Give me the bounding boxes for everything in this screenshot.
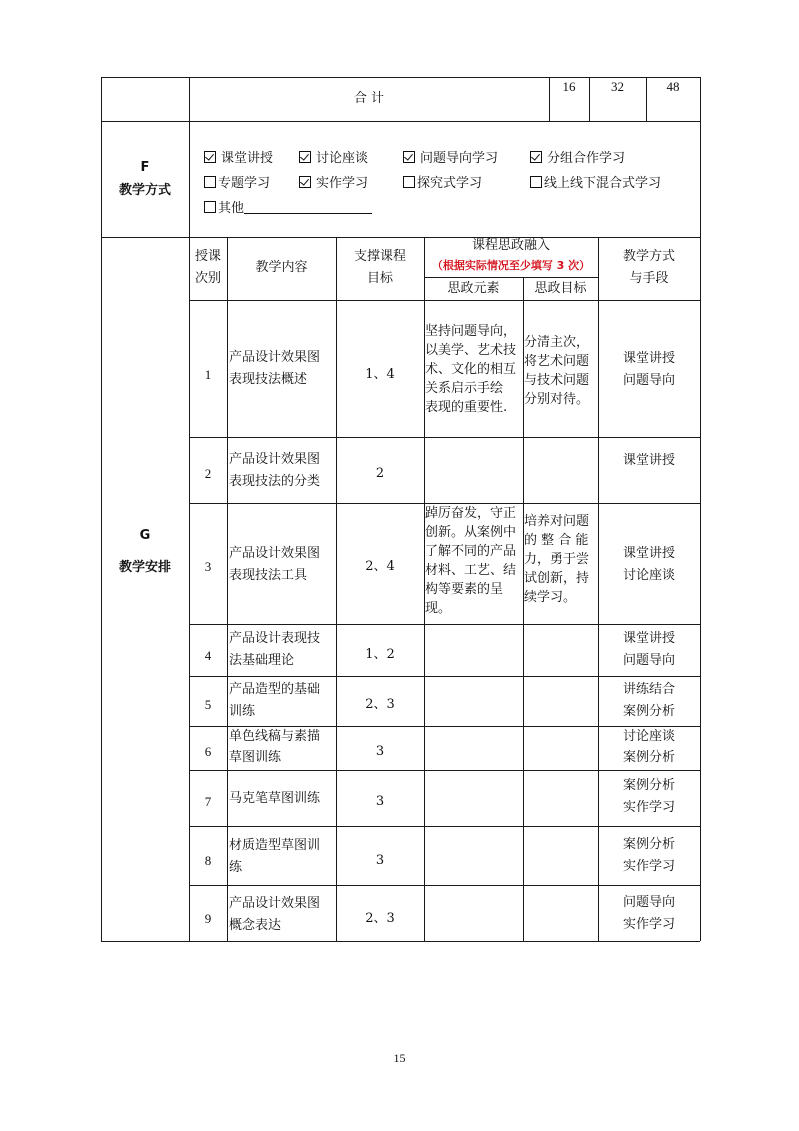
row-no: 4 [204, 648, 212, 663]
header-content: 教学内容 [255, 260, 308, 275]
total-label: 合 计 [353, 91, 385, 106]
row-no: 8 [204, 853, 212, 868]
row-divider [189, 826, 700, 827]
table-border-right [700, 77, 701, 941]
checkbox-checked-icon[interactable] [299, 176, 311, 188]
table-border-left [101, 77, 102, 941]
option-topic-study[interactable]: 专题学习 [204, 173, 270, 195]
row-method: 讲练结合 案例分析 [622, 682, 675, 719]
row-method: 课堂讲授 问题导向 [622, 631, 675, 668]
row-method: 课堂讲授 问题导向 [622, 351, 675, 388]
header-divider [189, 300, 700, 301]
total-value-2: 32 [611, 79, 624, 94]
col-divider [227, 237, 228, 941]
option-practice[interactable]: 实作学习 [299, 173, 368, 195]
row-goal: 3 [375, 744, 385, 759]
row-no: 6 [204, 744, 212, 759]
row-method: 课堂讲授 讨论座谈 [622, 546, 675, 583]
checkbox-checked-icon[interactable] [403, 151, 415, 163]
row-content: 材质造型草图训 练 [229, 838, 321, 875]
row-content: 产品设计效果图 概念表达 [229, 896, 321, 933]
row-content: 单色线稿与素描 草图训练 [229, 729, 321, 765]
header-method: 教学方式 与手段 [622, 249, 675, 286]
row-content: 产品设计效果图 表现技法工具 [229, 546, 321, 583]
row-no: 7 [204, 794, 212, 809]
checkbox-checked-icon[interactable] [530, 151, 542, 163]
row-goal: 2、4 [365, 559, 395, 574]
header-session: 授课 次别 [194, 249, 221, 286]
col-divider [336, 237, 337, 941]
header-goal: 支撑课程 目标 [353, 249, 406, 286]
row-content: 产品设计效果图 表现技法的分类 [229, 452, 321, 489]
page-number: 15 [393, 1051, 406, 1065]
row-no: 9 [204, 911, 212, 926]
row-content: 产品设计效果图 表现技法概述 [229, 350, 321, 387]
option-discussion[interactable]: 讨论座谈 [299, 148, 368, 170]
row-divider [189, 770, 700, 771]
row-goal: 3 [375, 794, 385, 809]
row-goal: 1、4 [365, 367, 395, 382]
checkbox-checked-icon[interactable] [299, 151, 311, 163]
row-divider [189, 624, 700, 625]
option-group-work[interactable]: 分组合作学习 [530, 148, 625, 170]
row-no: 2 [204, 466, 212, 481]
row-goal: 2 [375, 466, 385, 481]
row-content: 产品设计表现技 法基础理论 [229, 631, 321, 668]
row-method: 问题导向 实作学习 [622, 895, 675, 932]
section-f-title: 教学方式 [118, 183, 171, 198]
checkbox-checked-icon[interactable] [204, 151, 216, 163]
row-element: 坚持问题导向， 以美学、艺术技 术、文化的相互 关系启示手绘 表现的重要性. [425, 324, 517, 415]
row-goal: 1、2 [365, 647, 395, 662]
other-blank-line[interactable] [244, 199, 372, 214]
row-goal: 3 [375, 853, 385, 868]
row-method: 课堂讲授 [622, 453, 675, 468]
row-divider [189, 676, 700, 677]
checkbox-empty-icon[interactable] [204, 201, 216, 213]
section-g-title: 教学安排 [118, 560, 171, 575]
header-ideology-goal: 思政目标 [534, 281, 587, 296]
option-lecture[interactable]: 课堂讲授 [204, 148, 273, 170]
row-no: 3 [204, 559, 212, 574]
row-ideology-goal: 培养对问题 的 整 合 能 力，勇于尝 试创新，持 续学习。 [524, 514, 590, 605]
row-divider [101, 121, 700, 122]
row-ideology-goal: 分清主次， 将艺术问题 与技术问题 分别对待。 [524, 335, 590, 407]
row-goal: 2、3 [365, 911, 395, 926]
checkbox-empty-icon[interactable] [204, 176, 216, 188]
row-method: 讨论座谈 案例分析 [622, 729, 675, 765]
section-g-code: G [139, 528, 151, 543]
row-divider [101, 237, 700, 238]
option-blended[interactable]: 线上线下混合式学习 [530, 173, 661, 195]
checkbox-empty-icon[interactable] [530, 176, 542, 188]
row-no: 1 [204, 367, 212, 382]
header-ideology: 课程思政融入 [471, 238, 550, 253]
row-goal: 2、3 [365, 697, 395, 712]
row-content: 马克笔草图训练 [229, 791, 321, 806]
total-value-1: 16 [562, 79, 576, 94]
table-border-bottom [101, 941, 700, 942]
total-value-3: 48 [666, 79, 680, 94]
row-element: 踔厉奋发，守正 创新。从案例中 了解不同的产品 材料、工艺、结 构等要素的呈 现。 [425, 506, 517, 616]
row-no: 5 [204, 697, 212, 712]
row-method: 案例分析 实作学习 [622, 837, 675, 874]
header-ideology-note: （根据实际情况至少填写 3 次） [431, 259, 591, 272]
section-f-code: F [140, 160, 150, 175]
checkbox-empty-icon[interactable] [403, 176, 415, 188]
option-other[interactable]: 其他 [204, 198, 372, 220]
row-divider [189, 885, 700, 886]
header-element: 思政元素 [447, 281, 500, 296]
row-content: 产品造型的基础 训练 [229, 682, 321, 719]
option-problem-based[interactable]: 问题导向学习 [403, 148, 498, 170]
row-divider [189, 437, 700, 438]
option-inquiry[interactable]: 探究式学习 [403, 173, 482, 195]
row-method: 案例分析 实作学习 [622, 778, 675, 815]
